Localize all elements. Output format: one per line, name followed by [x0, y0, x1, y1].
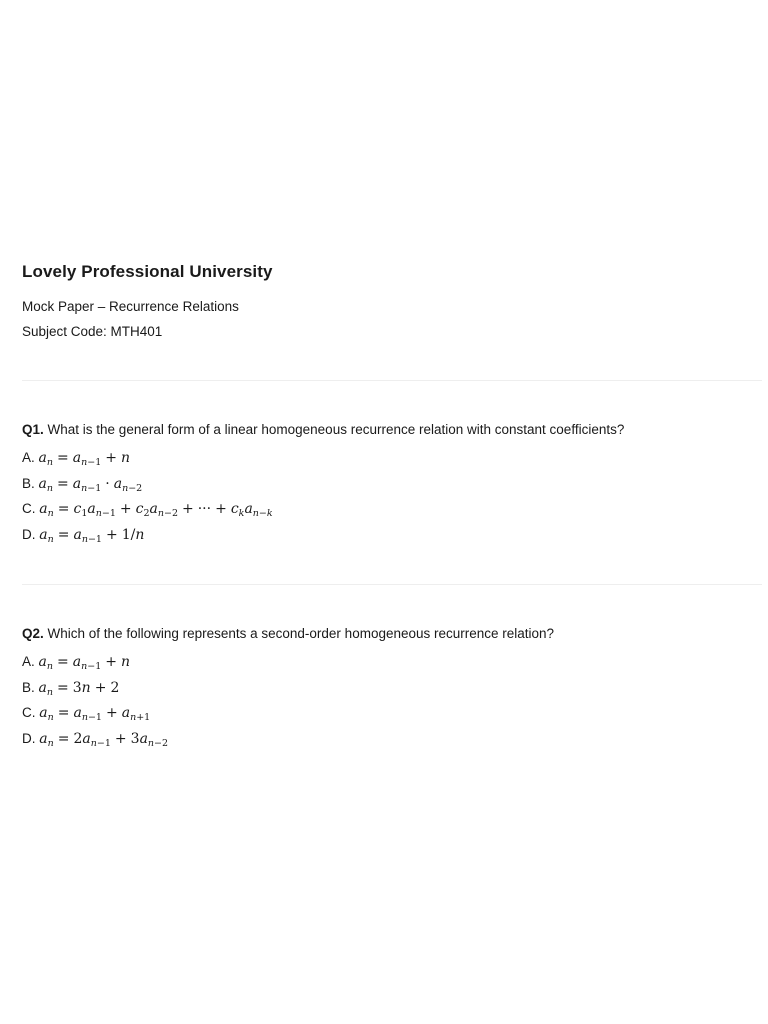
option-letter: C.	[22, 705, 36, 720]
option-letter: D.	[22, 526, 36, 542]
option-letter: A.	[22, 654, 35, 669]
option-math: $a_n = a_{n-1} + 1/n$	[39, 526, 145, 545]
question-2-text	[22, 625, 762, 643]
option-math: $a_n = a_{n-1} + a_{n+1}$	[39, 705, 151, 723]
question-2-option-b	[22, 679, 762, 705]
option-math: $a_n = 2a_{n-1} + 3a_{n-2}$	[39, 730, 169, 749]
question-2-option-a	[22, 653, 762, 679]
subject-code: Subject Code: MTH401	[22, 324, 163, 339]
question-1-option-a	[22, 449, 762, 475]
question-1-number: Q1.	[22, 422, 44, 437]
question-1	[22, 421, 762, 551]
option-math: $a_n = 3n + 2$	[38, 679, 120, 698]
paper-subtitle: Mock Paper – Recurrence Relations	[22, 299, 239, 314]
question-2-option-c	[22, 704, 762, 730]
question-2-option-d	[22, 730, 762, 756]
option-letter: C.	[22, 501, 36, 516]
question-1-prompt: What is the general form of a linear homogeneous recurrence relation with constant coefficients?	[47, 422, 625, 437]
question-1-option-c	[22, 500, 762, 526]
option-letter: B.	[22, 679, 35, 695]
question-1-option-b	[22, 475, 762, 501]
document-title: Lovely Professional University	[22, 262, 273, 281]
question-2	[22, 625, 762, 755]
option-math: $a_n = a_{n-1} \cdot a_{n-2}$	[38, 475, 143, 494]
option-letter: D.	[22, 730, 36, 746]
option-math: $a_n = a_{n-1} + n$	[38, 654, 131, 672]
option-math: $a_n = c_1a_{n-1} + c_2a_{n-2}$ + ··· + $c_ka_{n-k}$	[39, 501, 273, 519]
option-letter: B.	[22, 475, 35, 491]
section-divider	[22, 380, 762, 381]
question-1-text	[22, 421, 762, 439]
option-math: $a_n = a_{n-1} + n$	[38, 450, 131, 468]
question-2-number: Q2.	[22, 626, 44, 641]
option-letter: A.	[22, 450, 35, 465]
question-1-option-d	[22, 526, 762, 552]
question-2-prompt: Which of the following represents a second-order homogeneous recurrence relation?	[47, 626, 555, 641]
section-divider	[22, 584, 762, 585]
